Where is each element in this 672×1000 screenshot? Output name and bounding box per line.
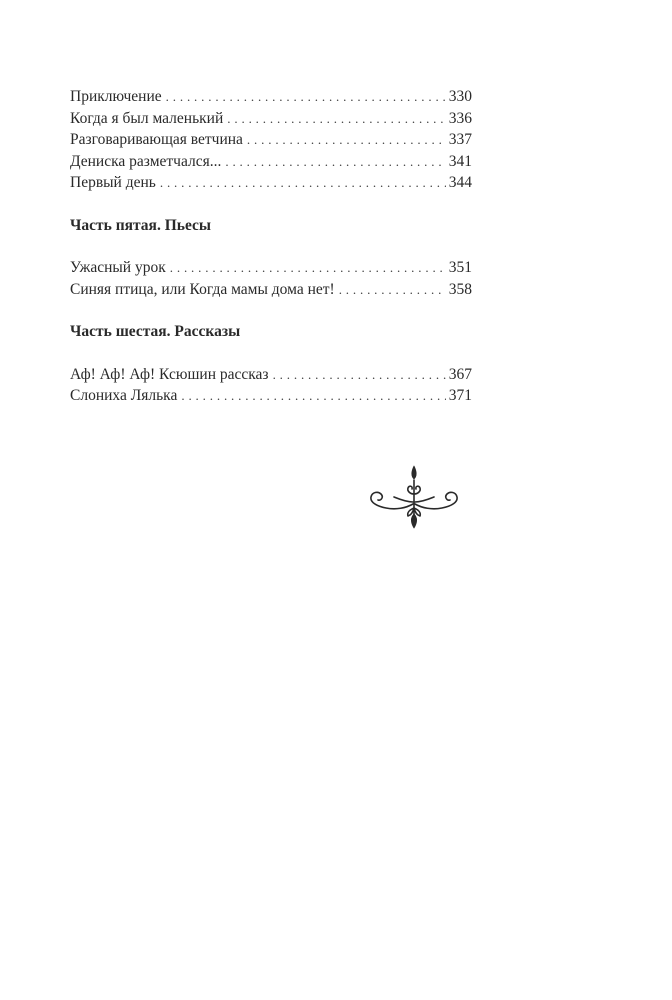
toc-entry[interactable]	[70, 129, 472, 151]
dot-leader	[181, 385, 445, 407]
toc-entry-title: Когда я был маленький	[70, 109, 224, 127]
dot-leader	[160, 172, 446, 194]
toc-entry[interactable]	[70, 385, 472, 407]
toc-entry[interactable]	[70, 257, 472, 279]
dot-leader	[227, 108, 445, 130]
toc-entry-page: 341	[448, 152, 472, 170]
toc-group-part-six	[70, 364, 472, 407]
toc-entry-page: 358	[448, 280, 472, 298]
toc-entry-page: 330	[448, 88, 472, 105]
toc-entry[interactable]	[70, 364, 472, 386]
section-heading-part-six: Часть шестая. Рассказы	[70, 323, 241, 340]
toc-entry-title: Первый день	[70, 174, 156, 191]
dot-leader	[247, 129, 446, 151]
toc-entry-page: 336	[448, 109, 472, 127]
dot-leader	[225, 151, 445, 173]
toc-entry[interactable]	[70, 172, 472, 194]
dot-leader	[170, 257, 446, 279]
toc-entry-title: Синяя птица, или Когда мамы дома нет!	[70, 280, 335, 298]
toc-entry[interactable]	[70, 151, 472, 173]
toc-entry-page: 351	[448, 259, 472, 276]
section-heading-part-five: Часть пятая. Пьесы	[70, 216, 211, 234]
toc-entry-page: 337	[448, 131, 472, 148]
dot-leader	[166, 86, 446, 108]
toc-entry-title: Дениска разметчался...	[70, 152, 222, 170]
toc-entry-title: Ужасный урок	[70, 259, 166, 276]
toc-entry[interactable]	[70, 279, 472, 301]
table-of-contents	[70, 86, 472, 407]
toc-entry[interactable]	[70, 86, 472, 108]
toc-entry[interactable]	[70, 108, 472, 130]
toc-entry-title: Аф! Аф! Аф! Ксюшин рассказ	[70, 365, 269, 383]
toc-group-part-five	[70, 257, 472, 300]
dot-leader	[339, 279, 446, 301]
toc-entry-page: 344	[448, 174, 472, 191]
toc-entry-title: Слониха Лялька	[70, 387, 178, 404]
toc-entry-title: Приключение	[70, 88, 162, 105]
toc-entry-title: Разговаривающая ветчина	[70, 131, 243, 148]
toc-group-part-four-end	[70, 86, 472, 194]
dot-leader	[273, 364, 446, 386]
toc-entry-page: 371	[448, 387, 472, 404]
toc-entry-page: 367	[448, 365, 472, 383]
fleuron-ornament-icon	[366, 464, 462, 530]
